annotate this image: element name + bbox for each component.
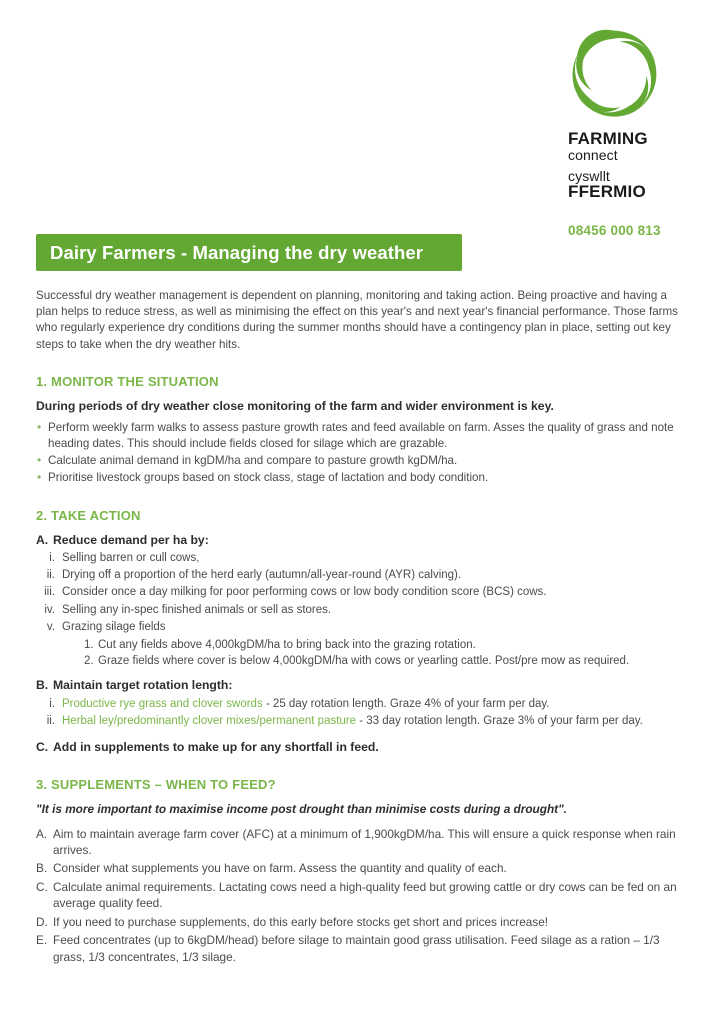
section-1-heading: 1. MONITOR THE SITUATION <box>36 373 219 389</box>
highlighted-term: Herbal ley/predominantly clover mixes/permanent pasture <box>62 715 357 728</box>
list-marker: B. <box>36 861 48 876</box>
section-2-item-b-sublist <box>36 696 692 729</box>
list-item <box>36 584 692 600</box>
section-1-lead: During periods of dry weather close monitoring of the farm and wider environment is key. <box>36 398 554 413</box>
list-text: Add in supplements to make up for any shortfall in feed. <box>53 740 379 755</box>
list-text-rest: - 25 day rotation length. Graze 4% of your farm per day. <box>262 697 550 710</box>
list-text <box>62 696 692 712</box>
list-item <box>36 602 692 618</box>
section-3-quote: "It is more important to maximise income post drought than minimise costs during a drought". <box>36 801 567 816</box>
list-item <box>36 914 692 930</box>
wordmark-ffermio: FFERMIO <box>568 182 646 202</box>
list-text: If you need to purchase supplements, do this early before stocks get short and prices increase! <box>53 914 549 929</box>
spacer <box>36 669 692 677</box>
list-marker: E. <box>36 933 48 948</box>
list-text: Reduce demand per ha by: <box>53 532 209 547</box>
list-marker: v. <box>46 620 55 633</box>
list-text: Grazing silage fields <box>62 620 166 633</box>
wordmark-cyswllt: cyswllt <box>568 167 610 184</box>
spacer <box>36 731 692 739</box>
page-title-banner <box>36 234 462 271</box>
section-1-bullet-list <box>36 420 692 487</box>
list-item <box>84 653 692 669</box>
list-text: Graze fields where cover is below 4,000kgDM/ha with cows or yearling cattle. Post/pre mow as required. <box>98 655 630 668</box>
list-marker: A. <box>36 532 49 547</box>
list-marker: iii. <box>44 586 55 599</box>
list-item <box>36 879 692 912</box>
list-text: Selling any in-spec finished animals or sell as stores. <box>62 603 332 616</box>
list-marker: i. <box>49 552 55 565</box>
list-text: Calculate animal requirements. Lactating cows need a high-quality feed but growing cattle or dry cows can be fed on an average quality feed. <box>53 879 677 911</box>
list-marker: D. <box>36 914 48 929</box>
contact-phone-number: 08456 000 813 <box>568 223 661 239</box>
list-item <box>36 619 692 635</box>
list-item <box>36 932 692 965</box>
list-marker: A. <box>36 826 48 841</box>
list-item: • Prioritise livestock groups based on stock class, stage of lactation and body condition. <box>36 470 692 486</box>
list-text: Cut any fields above 4,000kgDM/ha to bring back into the grazing rotation. <box>98 639 476 652</box>
list-item <box>36 567 692 583</box>
document-body <box>36 288 692 967</box>
list-marker: C. <box>36 740 49 755</box>
list-text: Drying off a proportion of the herd early (autumn/all-year-round (AYR) calving). <box>62 569 462 582</box>
list-text-rest: - 33 day rotation length. Graze 3% of your farm per day. <box>356 715 643 728</box>
list-text: Selling barren or cull cows, <box>62 552 200 565</box>
brand-logo-block <box>564 28 696 238</box>
list-text: Consider what supplements you have on farm. Assess the quantity and quality of each. <box>53 861 507 876</box>
list-text <box>62 713 692 729</box>
list-marker: C. <box>36 879 48 894</box>
list-marker: 2. <box>84 655 94 668</box>
list-text: Maintain target rotation length: <box>53 678 233 693</box>
list-item <box>36 550 692 566</box>
section-3-heading: 3. SUPPLEMENTS – WHEN TO FEED? <box>36 776 276 792</box>
farming-connect-swirl-logo-icon <box>568 28 660 120</box>
intro-paragraph: Successful dry weather management is dependent on planning, monitoring and taking action. Being proactive and having a plan helps to reduce stress, as well as minimising the effect on this year's and next year's financial performance. Those farms who regularly experience dry conditions during the summer months should have a contingency plan in place, setting out key steps to take when the dry weather hits. <box>36 289 678 351</box>
list-marker: 1. <box>84 639 94 652</box>
list-text: Consider once a day milking for poor performing cows or low body condition score (BCS) cows. <box>62 586 547 599</box>
page-title: Dairy Farmers - Managing the dry weather <box>50 241 424 263</box>
brand-wordmark <box>568 130 696 201</box>
list-marker: iv. <box>44 603 55 616</box>
list-marker: ii. <box>46 715 55 728</box>
list-marker: i. <box>49 697 55 710</box>
section-2-item-a-sublist <box>36 550 692 635</box>
list-item: • Perform weekly farm walks to assess pasture growth rates and feed available on farm. Asses the quality of grass and note heading dates. This should include fields closed for silage which are grazable. <box>36 420 692 452</box>
highlighted-term: Productive rye grass and clover swords <box>62 697 263 710</box>
section-2-item-b <box>36 677 692 693</box>
wordmark-farming: FARMING <box>568 129 648 148</box>
section-3-list <box>36 826 692 965</box>
section-2-heading: 2. TAKE ACTION <box>36 507 141 523</box>
list-item: • Calculate animal demand in kgDM/ha and compare to pasture growth kgDM/ha. <box>36 453 692 469</box>
list-text: Aim to maintain average farm cover (AFC) at a minimum of 1,900kgDM/ha. This will ensure a quick response when rain arrives. <box>53 826 676 858</box>
wordmark-connect: connect <box>568 146 618 163</box>
section-2-item-c <box>36 739 692 755</box>
list-item <box>84 637 692 653</box>
list-marker: ii. <box>46 569 55 582</box>
list-text: Feed concentrates (up to 6kgDM/head) before silage to maintain good grass utilisation. Feed silage as a ration – 1/3 grass, 1/3 concentrates, 1/3 silage. <box>53 933 660 964</box>
list-item <box>36 696 692 712</box>
list-marker: B. <box>36 678 49 693</box>
list-item <box>36 713 692 729</box>
list-item <box>36 860 692 876</box>
list-item <box>36 826 692 859</box>
section-2-item-a <box>36 532 692 548</box>
section-2-item-a-numbered-list <box>84 637 692 669</box>
